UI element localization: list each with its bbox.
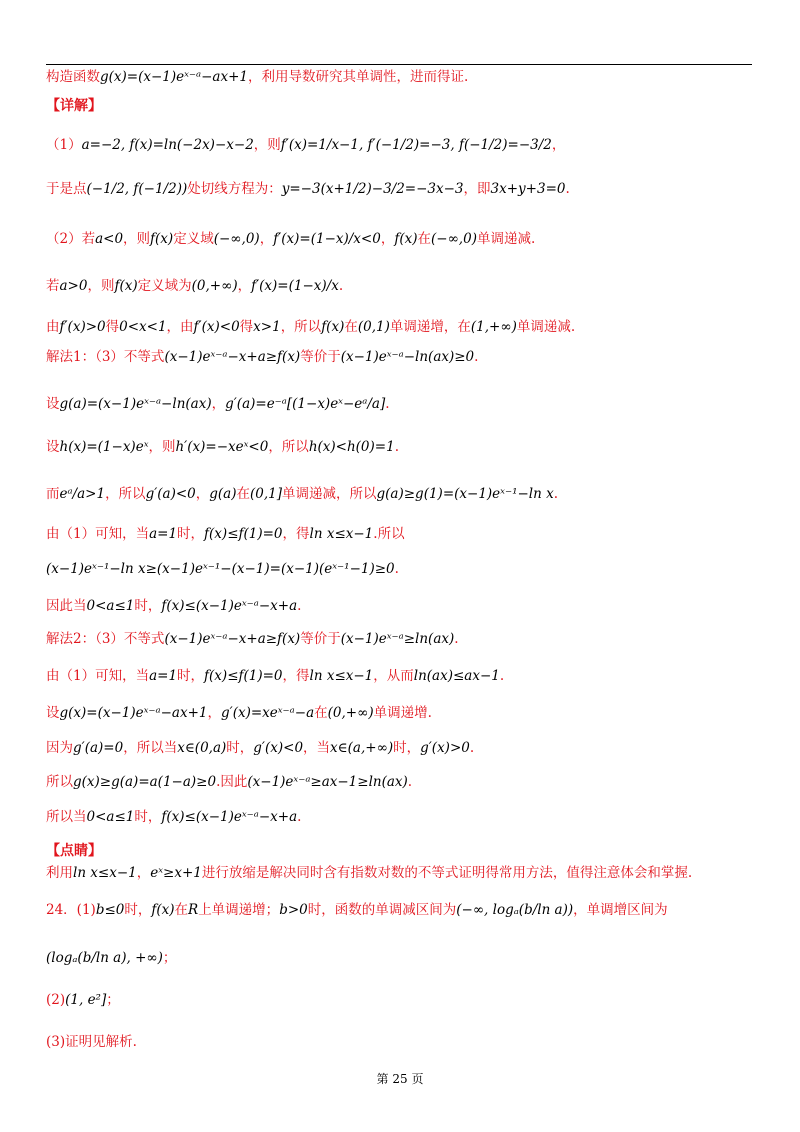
math-expression: g′(a)=0 bbox=[73, 740, 124, 756]
text-span: 于是点 bbox=[46, 181, 87, 197]
text-span: 单调递减. bbox=[476, 231, 536, 247]
math-expression: a=−2, f(x)=ln(−2x)−x−2 bbox=[81, 137, 254, 153]
text-span: 上单调递增； bbox=[198, 902, 280, 918]
math-expression: g′(x)<0 bbox=[253, 740, 304, 756]
text-line-l2 bbox=[46, 95, 102, 117]
math-expression: g(a) bbox=[209, 486, 237, 502]
text-span: 若 bbox=[46, 278, 60, 294]
text-span: 定义域为 bbox=[137, 278, 192, 294]
text-span: . bbox=[469, 740, 475, 756]
math-expression: h′(x)=−xeˣ<0 bbox=[175, 439, 269, 455]
text-line-l11 bbox=[46, 483, 558, 505]
math-expression: h(x)=(1−x)eˣ bbox=[59, 439, 149, 455]
text-span: 单调递增. bbox=[373, 705, 432, 721]
text-span: ， bbox=[259, 231, 274, 247]
text-span: .所以 bbox=[373, 526, 405, 542]
text-line-l13 bbox=[46, 558, 399, 580]
text-span: 在 bbox=[236, 486, 250, 502]
math-expression: a=1 bbox=[149, 526, 178, 542]
text-span: . bbox=[474, 349, 479, 365]
text-line-l15 bbox=[46, 628, 459, 650]
text-span: 定义域 bbox=[173, 231, 214, 247]
text-line-l18 bbox=[46, 737, 474, 759]
math-expression: (0,1] bbox=[250, 486, 283, 502]
text-line-l8 bbox=[46, 346, 478, 368]
text-span: 由（1）可知，当 bbox=[46, 668, 150, 684]
math-expression: (−∞,0) bbox=[430, 231, 477, 247]
text-span: ，单调增区间为 bbox=[573, 902, 668, 918]
text-span: . bbox=[297, 598, 302, 614]
text-span: 时， bbox=[124, 902, 152, 918]
math-expression: (x−1)eˣ⁻¹−ln x≥(x−1)eˣ⁻¹−(x−1)=(x−1)(eˣ⁻¹−1)≥0 bbox=[46, 561, 395, 577]
math-expression: (x−1)eˣ⁻ᵃ−x+a≥f(x) bbox=[164, 631, 301, 647]
math-expression: h(x)<h(0)=1 bbox=[308, 439, 395, 455]
math-expression: ln(ax)≤ax−1 bbox=[413, 668, 500, 684]
text-span: ，所以 bbox=[268, 439, 309, 455]
math-expression: g(x)=(x−1)eˣ⁻ᵃ−ax+1 bbox=[100, 69, 248, 85]
math-expression: g(a)=(x−1)eˣ⁻ᵃ−ln(ax) bbox=[59, 396, 212, 412]
text-span: ，由 bbox=[166, 319, 194, 335]
text-span: . bbox=[394, 439, 399, 455]
math-expression: (0,1) bbox=[357, 319, 390, 335]
math-expression: f(x)≤f(1)=0 bbox=[204, 668, 283, 684]
text-line-l25 bbox=[46, 989, 120, 1011]
text-line-l3 bbox=[46, 134, 565, 156]
math-expression: (x−1)eˣ⁻ᵃ≥ax−1≥ln(ax) bbox=[247, 774, 408, 790]
text-span: . bbox=[297, 809, 302, 825]
math-expression: f′(x)=(1−x)/x<0 bbox=[273, 231, 381, 247]
math-expression: f(x) bbox=[321, 319, 345, 335]
text-span: ， bbox=[211, 396, 226, 412]
math-expression: g′(x)>0 bbox=[420, 740, 470, 756]
text-line-l23 bbox=[46, 899, 668, 921]
text-span: ， bbox=[380, 231, 395, 247]
text-span: ，即 bbox=[463, 181, 491, 197]
text-span: 解法1：（3）不等式 bbox=[46, 349, 165, 365]
math-expression: f(x)≤(x−1)eˣ⁻ᵃ−x+a bbox=[161, 598, 298, 614]
text-span: . bbox=[565, 181, 570, 197]
math-expression: f(x)≤f(1)=0 bbox=[204, 526, 283, 542]
math-expression: (−∞,0) bbox=[213, 231, 260, 247]
math-expression: (0,+∞) bbox=[327, 705, 374, 721]
text-span: (3)证明见解析. bbox=[46, 1034, 137, 1050]
text-line-l14 bbox=[46, 595, 301, 617]
text-span: 单调递增，在 bbox=[389, 319, 471, 335]
math-expression: (logₐ(b/ln a), +∞) bbox=[46, 950, 163, 966]
math-expression: f(x)≤(x−1)eˣ⁻ᵃ−x+a bbox=[161, 809, 298, 825]
math-expression: f′(x)<0 bbox=[193, 319, 240, 335]
math-expression: g(a)≥g(1)=(x−1)eˣ⁻¹−ln x bbox=[376, 486, 554, 502]
math-expression: (x−1)eˣ⁻ᵃ−ln(ax)≥0 bbox=[340, 349, 475, 365]
text-span: 单调递减. bbox=[516, 319, 576, 335]
text-span: ，则 bbox=[148, 439, 176, 455]
text-line-l20 bbox=[46, 806, 301, 828]
math-expression: f′(x)=(1−x)/x bbox=[251, 278, 339, 294]
text-span: 而 bbox=[46, 486, 60, 502]
text-span: 单调递减，所以 bbox=[282, 486, 377, 502]
text-span: （2）若 bbox=[46, 231, 96, 247]
text-line-l12 bbox=[46, 523, 405, 545]
math-expression: x>1 bbox=[253, 319, 281, 335]
math-expression: ln x≤x−1 bbox=[73, 865, 137, 881]
math-expression: g′(a)=e⁻ᵃ[(1−x)eˣ−eᵃ/a] bbox=[225, 396, 386, 412]
text-line-l9 bbox=[46, 393, 390, 415]
text-span: . bbox=[407, 774, 413, 790]
text-span: 由 bbox=[46, 319, 60, 335]
text-span: （1） bbox=[46, 137, 82, 153]
text-span: 时， bbox=[177, 668, 205, 684]
text-span: ，所以 bbox=[105, 486, 146, 502]
top-rule bbox=[46, 64, 752, 65]
math-expression: (−1/2, f(−1/2)) bbox=[86, 181, 188, 197]
text-span: 因为 bbox=[46, 740, 73, 756]
math-expression: g′(a)<0 bbox=[145, 486, 196, 502]
text-span: ，所以 bbox=[280, 319, 322, 335]
text-span: 由（1）可知，当 bbox=[46, 526, 150, 542]
text-line-l4 bbox=[46, 178, 570, 200]
math-expression: (x−1)eˣ⁻ᵃ≥ln(ax) bbox=[340, 631, 455, 647]
text-span: 所以 bbox=[46, 774, 73, 790]
math-expression: y=−3(x+1/2)−3/2=−3x−3 bbox=[281, 181, 464, 197]
math-expression: R bbox=[188, 902, 199, 918]
section-tag: 【详解】 bbox=[46, 98, 102, 114]
math-expression: 3x+y+3=0 bbox=[490, 181, 566, 197]
math-expression: x∈(a,+∞) bbox=[330, 740, 394, 756]
section-tag: 【点睛】 bbox=[46, 843, 102, 859]
math-expression: f(x) bbox=[151, 902, 175, 918]
math-expression: b>0 bbox=[279, 902, 308, 918]
math-expression: x∈(0,a) bbox=[177, 740, 227, 756]
text-line-l26 bbox=[46, 1031, 137, 1053]
text-span: 时， bbox=[134, 598, 162, 614]
text-span: 得 bbox=[105, 319, 120, 335]
text-span: ， bbox=[195, 486, 210, 502]
text-span: . bbox=[394, 561, 399, 577]
math-expression: g(x)=(x−1)eˣ⁻ᵃ−ax+1 bbox=[59, 705, 208, 721]
math-expression: a<0 bbox=[95, 231, 124, 247]
text-span: . bbox=[499, 668, 505, 684]
text-line-l10 bbox=[46, 436, 399, 458]
text-line-l24 bbox=[46, 947, 176, 969]
math-expression: 0<a≤1 bbox=[86, 809, 135, 825]
math-expression: (x−1)eˣ⁻ᵃ−x+a≥f(x) bbox=[164, 349, 301, 365]
math-expression: (−∞, logₐ(b/ln a)) bbox=[456, 902, 574, 918]
text-span: 时， bbox=[393, 740, 421, 756]
math-expression: f′(x)=1/x−1, f′(−1/2)=−3, f(−1/2)=−3/2 bbox=[280, 137, 552, 153]
text-line-l21 bbox=[46, 840, 102, 862]
text-span: 设 bbox=[46, 439, 60, 455]
text-line-l5 bbox=[46, 228, 535, 250]
text-span: ， bbox=[207, 705, 221, 721]
text-span: 利用 bbox=[46, 865, 73, 881]
text-span: ，得 bbox=[282, 526, 310, 542]
text-span: ； bbox=[106, 992, 120, 1008]
text-span: ，则 bbox=[87, 278, 115, 294]
text-line-l16 bbox=[46, 665, 504, 687]
text-span: 等价于 bbox=[300, 349, 341, 365]
math-expression: 0<a≤1 bbox=[86, 598, 135, 614]
text-span: ， bbox=[551, 137, 566, 153]
math-expression: g(x)≥g(a)=a(1−a)≥0 bbox=[73, 774, 217, 790]
text-span: 解法2：（3）不等式 bbox=[46, 631, 165, 647]
math-expression: ln x≤x−1 bbox=[309, 526, 374, 542]
text-span: . bbox=[454, 631, 459, 647]
math-expression: 0<x<1 bbox=[119, 319, 167, 335]
text-span: ，所以当 bbox=[123, 740, 178, 756]
math-expression: f(x) bbox=[150, 231, 174, 247]
math-expression: eᵃ/a>1 bbox=[59, 486, 106, 502]
text-span: ， bbox=[136, 865, 151, 881]
text-span: 时， bbox=[177, 526, 205, 542]
text-span: 时，函数的单调减区间为 bbox=[307, 902, 457, 918]
text-span: 处切线方程为： bbox=[187, 181, 282, 197]
text-span: 因此当 bbox=[46, 598, 87, 614]
text-line-l6 bbox=[46, 275, 343, 297]
text-span: 等价于 bbox=[300, 631, 341, 647]
text-span: 时， bbox=[134, 809, 162, 825]
text-line-l19 bbox=[46, 771, 412, 793]
math-expression: eˣ≥x+1 bbox=[150, 865, 202, 881]
math-expression: f(x) bbox=[114, 278, 138, 294]
text-span: 在 bbox=[174, 902, 189, 918]
text-span: ，得 bbox=[282, 668, 310, 684]
math-expression: g′(x)=xeˣ⁻ᵃ−a bbox=[221, 705, 315, 721]
text-span: . bbox=[385, 396, 390, 412]
text-span: 在 bbox=[417, 231, 431, 247]
text-line-l22 bbox=[46, 862, 692, 884]
text-span: 在 bbox=[344, 319, 358, 335]
math-expression: ln x≤x−1 bbox=[309, 668, 374, 684]
text-span: 所以当 bbox=[46, 809, 87, 825]
math-expression: (1,+∞) bbox=[470, 319, 517, 335]
text-line-l7 bbox=[46, 316, 575, 338]
text-span: ，从而 bbox=[373, 668, 414, 684]
text-span: ，当 bbox=[303, 740, 331, 756]
text-span: .因此 bbox=[216, 774, 248, 790]
text-span: 24．(1) bbox=[46, 902, 96, 918]
text-span: ，则 bbox=[123, 231, 151, 247]
text-line-l17 bbox=[46, 702, 432, 724]
text-span: . bbox=[338, 278, 344, 294]
text-span: 进行放缩是解决同时含有指数对数的不等式证明得常用方法，值得注意体会和掌握. bbox=[201, 865, 693, 881]
text-span: 在 bbox=[314, 705, 328, 721]
math-expression: a=1 bbox=[149, 668, 178, 684]
text-span: . bbox=[553, 486, 559, 502]
text-span: ，则 bbox=[253, 137, 281, 153]
math-expression: f′(x)>0 bbox=[59, 319, 106, 335]
text-span: 得 bbox=[239, 319, 254, 335]
text-span: (2) bbox=[46, 992, 66, 1008]
text-span: ， bbox=[237, 278, 252, 294]
text-span: 构造函数 bbox=[46, 69, 100, 85]
math-expression: (0,+∞) bbox=[191, 278, 238, 294]
page-footer: 第 25 页 bbox=[376, 1072, 424, 1086]
text-span: 设 bbox=[46, 705, 60, 721]
math-expression: f(x) bbox=[394, 231, 418, 247]
text-span: ，利用导数研究其单调性，进而得证. bbox=[248, 69, 469, 85]
text-line-l1 bbox=[46, 66, 468, 88]
math-expression: a>0 bbox=[59, 278, 88, 294]
text-span: 时， bbox=[226, 740, 254, 756]
text-span: ； bbox=[162, 950, 177, 966]
math-expression: (1, e²] bbox=[65, 992, 107, 1008]
text-span: 设 bbox=[46, 396, 60, 412]
math-expression: b≤0 bbox=[95, 902, 125, 918]
